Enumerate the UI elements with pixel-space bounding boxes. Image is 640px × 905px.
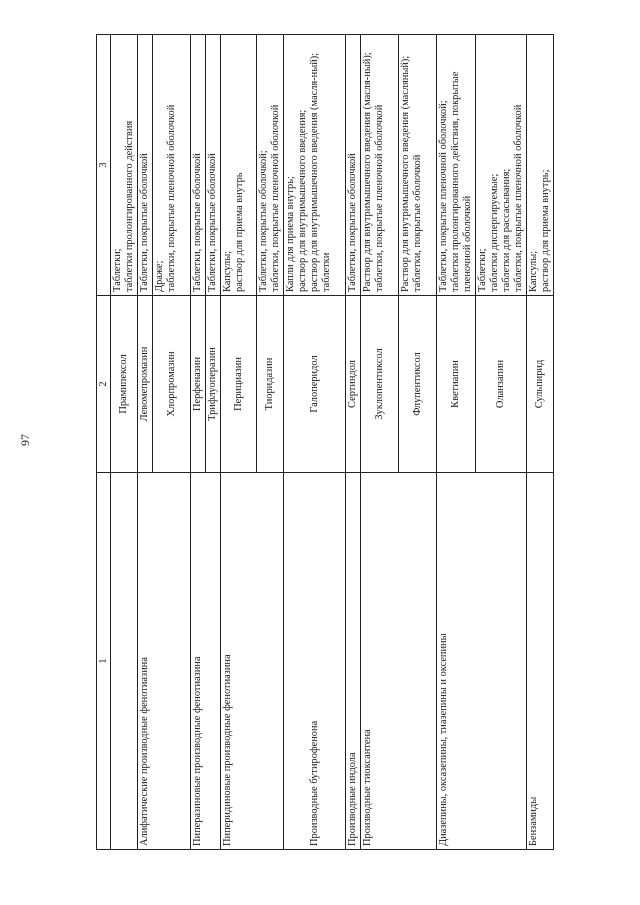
form-line: таблетки диспергируемые; <box>489 173 500 292</box>
header-col-2: 2 <box>97 296 111 473</box>
drug-cell: Галоперидол <box>284 296 346 473</box>
forms-cell <box>361 35 399 296</box>
forms-cell <box>437 35 476 296</box>
group-cell: Бензамиды <box>527 473 554 850</box>
drug-cell: Перициазин <box>221 296 257 473</box>
drug-cell: Трифлуоперазин <box>206 296 221 473</box>
group-cell: Диазепины, оксазепины, тиазепины и оксепины <box>437 473 527 850</box>
forms-cell <box>527 35 554 296</box>
form-line: таблетки <box>321 252 332 292</box>
form-line: раствор для внутримышечного введения (масля-ный); <box>309 52 320 292</box>
drug-cell: Оланзапин <box>476 296 527 473</box>
group-cell: Производные бутирофенона <box>284 473 346 850</box>
table-row <box>111 35 138 850</box>
table-header-row <box>97 35 111 850</box>
form-line: Таблетки, покрытые пленочной оболочкой; <box>438 100 449 292</box>
form-line: Капсулы; <box>222 250 233 292</box>
drug-cell: Флупентиксол <box>399 296 437 473</box>
drug-cell: Тиоридазин <box>257 296 284 473</box>
drug-table <box>96 34 554 850</box>
form-line: таблетки пролонгированного действия, покрытые пленочной оболочкой <box>450 71 473 292</box>
form-line: таблетки пролонгированного действия <box>124 120 135 292</box>
forms-cell <box>284 35 346 296</box>
group-cell: Производные тиоксантена <box>361 473 437 850</box>
forms-cell <box>138 35 153 296</box>
form-line: раствор для приема внутрь <box>234 172 245 292</box>
form-line: Таблетки, покрытые оболочкой <box>139 153 150 292</box>
forms-cell <box>111 35 138 296</box>
forms-cell <box>399 35 437 296</box>
group-cell: Пиперидиновые производные фенотиазина <box>221 473 284 850</box>
drug-cell: Левомепромазин <box>138 296 153 473</box>
drug-cell: Хлорпромазин <box>153 296 191 473</box>
form-line: раствор для внутримышечного введения; <box>297 109 308 292</box>
drug-cell: Сертиндол <box>346 296 361 473</box>
form-line: таблетки, покрытые пленочной оболочкой <box>166 104 177 292</box>
form-line: Таблетки; <box>112 248 123 292</box>
drug-cell: Кветиапин <box>437 296 476 473</box>
form-line: Капсулы; <box>528 250 539 292</box>
rotated-table-wrapper <box>96 52 551 850</box>
form-line: Таблетки, покрытые оболочкой; <box>258 150 269 292</box>
table-row <box>346 35 361 850</box>
form-line: Раствор для внутримышечного введения (масля-ный); <box>362 52 373 292</box>
form-line: таблетки, покрытые оболочкой <box>412 154 423 292</box>
form-line: Таблетки, покрытые оболочкой <box>192 153 203 292</box>
forms-cell <box>346 35 361 296</box>
header-col-1: 1 <box>97 473 111 850</box>
form-line: таблетки, покрытые пленочной оболочкой <box>513 104 524 292</box>
form-line: Капли для приема внутрь; <box>285 176 296 292</box>
table-row <box>527 35 554 850</box>
drug-cell: Перфеназин <box>191 296 206 473</box>
form-line: Таблетки, покрытые оболочкой <box>347 153 358 292</box>
table-row <box>284 35 346 850</box>
drug-cell: Прамипексол <box>111 296 138 473</box>
form-line: Раствор для внутримышечного введения (масляный); <box>400 55 411 292</box>
form-line: раствор для приема внутрь; <box>540 169 551 292</box>
forms-cell <box>257 35 284 296</box>
page-number: 97 <box>18 434 32 446</box>
group-cell: Производные индола <box>346 473 361 850</box>
forms-cell <box>153 35 191 296</box>
form-line: Таблетки; <box>477 248 488 292</box>
form-line: таблетки, покрытые пленочной оболочкой <box>270 104 281 292</box>
group-cell <box>111 473 138 850</box>
group-cell: Алифатические производные фенотиазина <box>138 473 191 850</box>
table-row <box>191 35 206 850</box>
form-line: Драже; <box>154 260 165 292</box>
forms-cell <box>206 35 221 296</box>
drug-cell: Сульпирид <box>527 296 554 473</box>
table-row <box>361 35 399 850</box>
table-row <box>437 35 476 850</box>
forms-cell <box>476 35 527 296</box>
form-line: таблетки для рассасывания; <box>501 168 512 292</box>
drug-cell: Зуклопентиксол <box>361 296 399 473</box>
table-row <box>138 35 153 850</box>
forms-cell <box>221 35 257 296</box>
form-line: Таблетки, покрытые оболочкой <box>207 153 218 292</box>
form-line: таблетки, покрытые пленочной оболочкой <box>374 104 385 292</box>
header-col-3: 3 <box>97 35 111 296</box>
table-row <box>221 35 257 850</box>
group-cell: Пиперазиновые производные фенотиазина <box>191 473 221 850</box>
forms-cell <box>191 35 206 296</box>
